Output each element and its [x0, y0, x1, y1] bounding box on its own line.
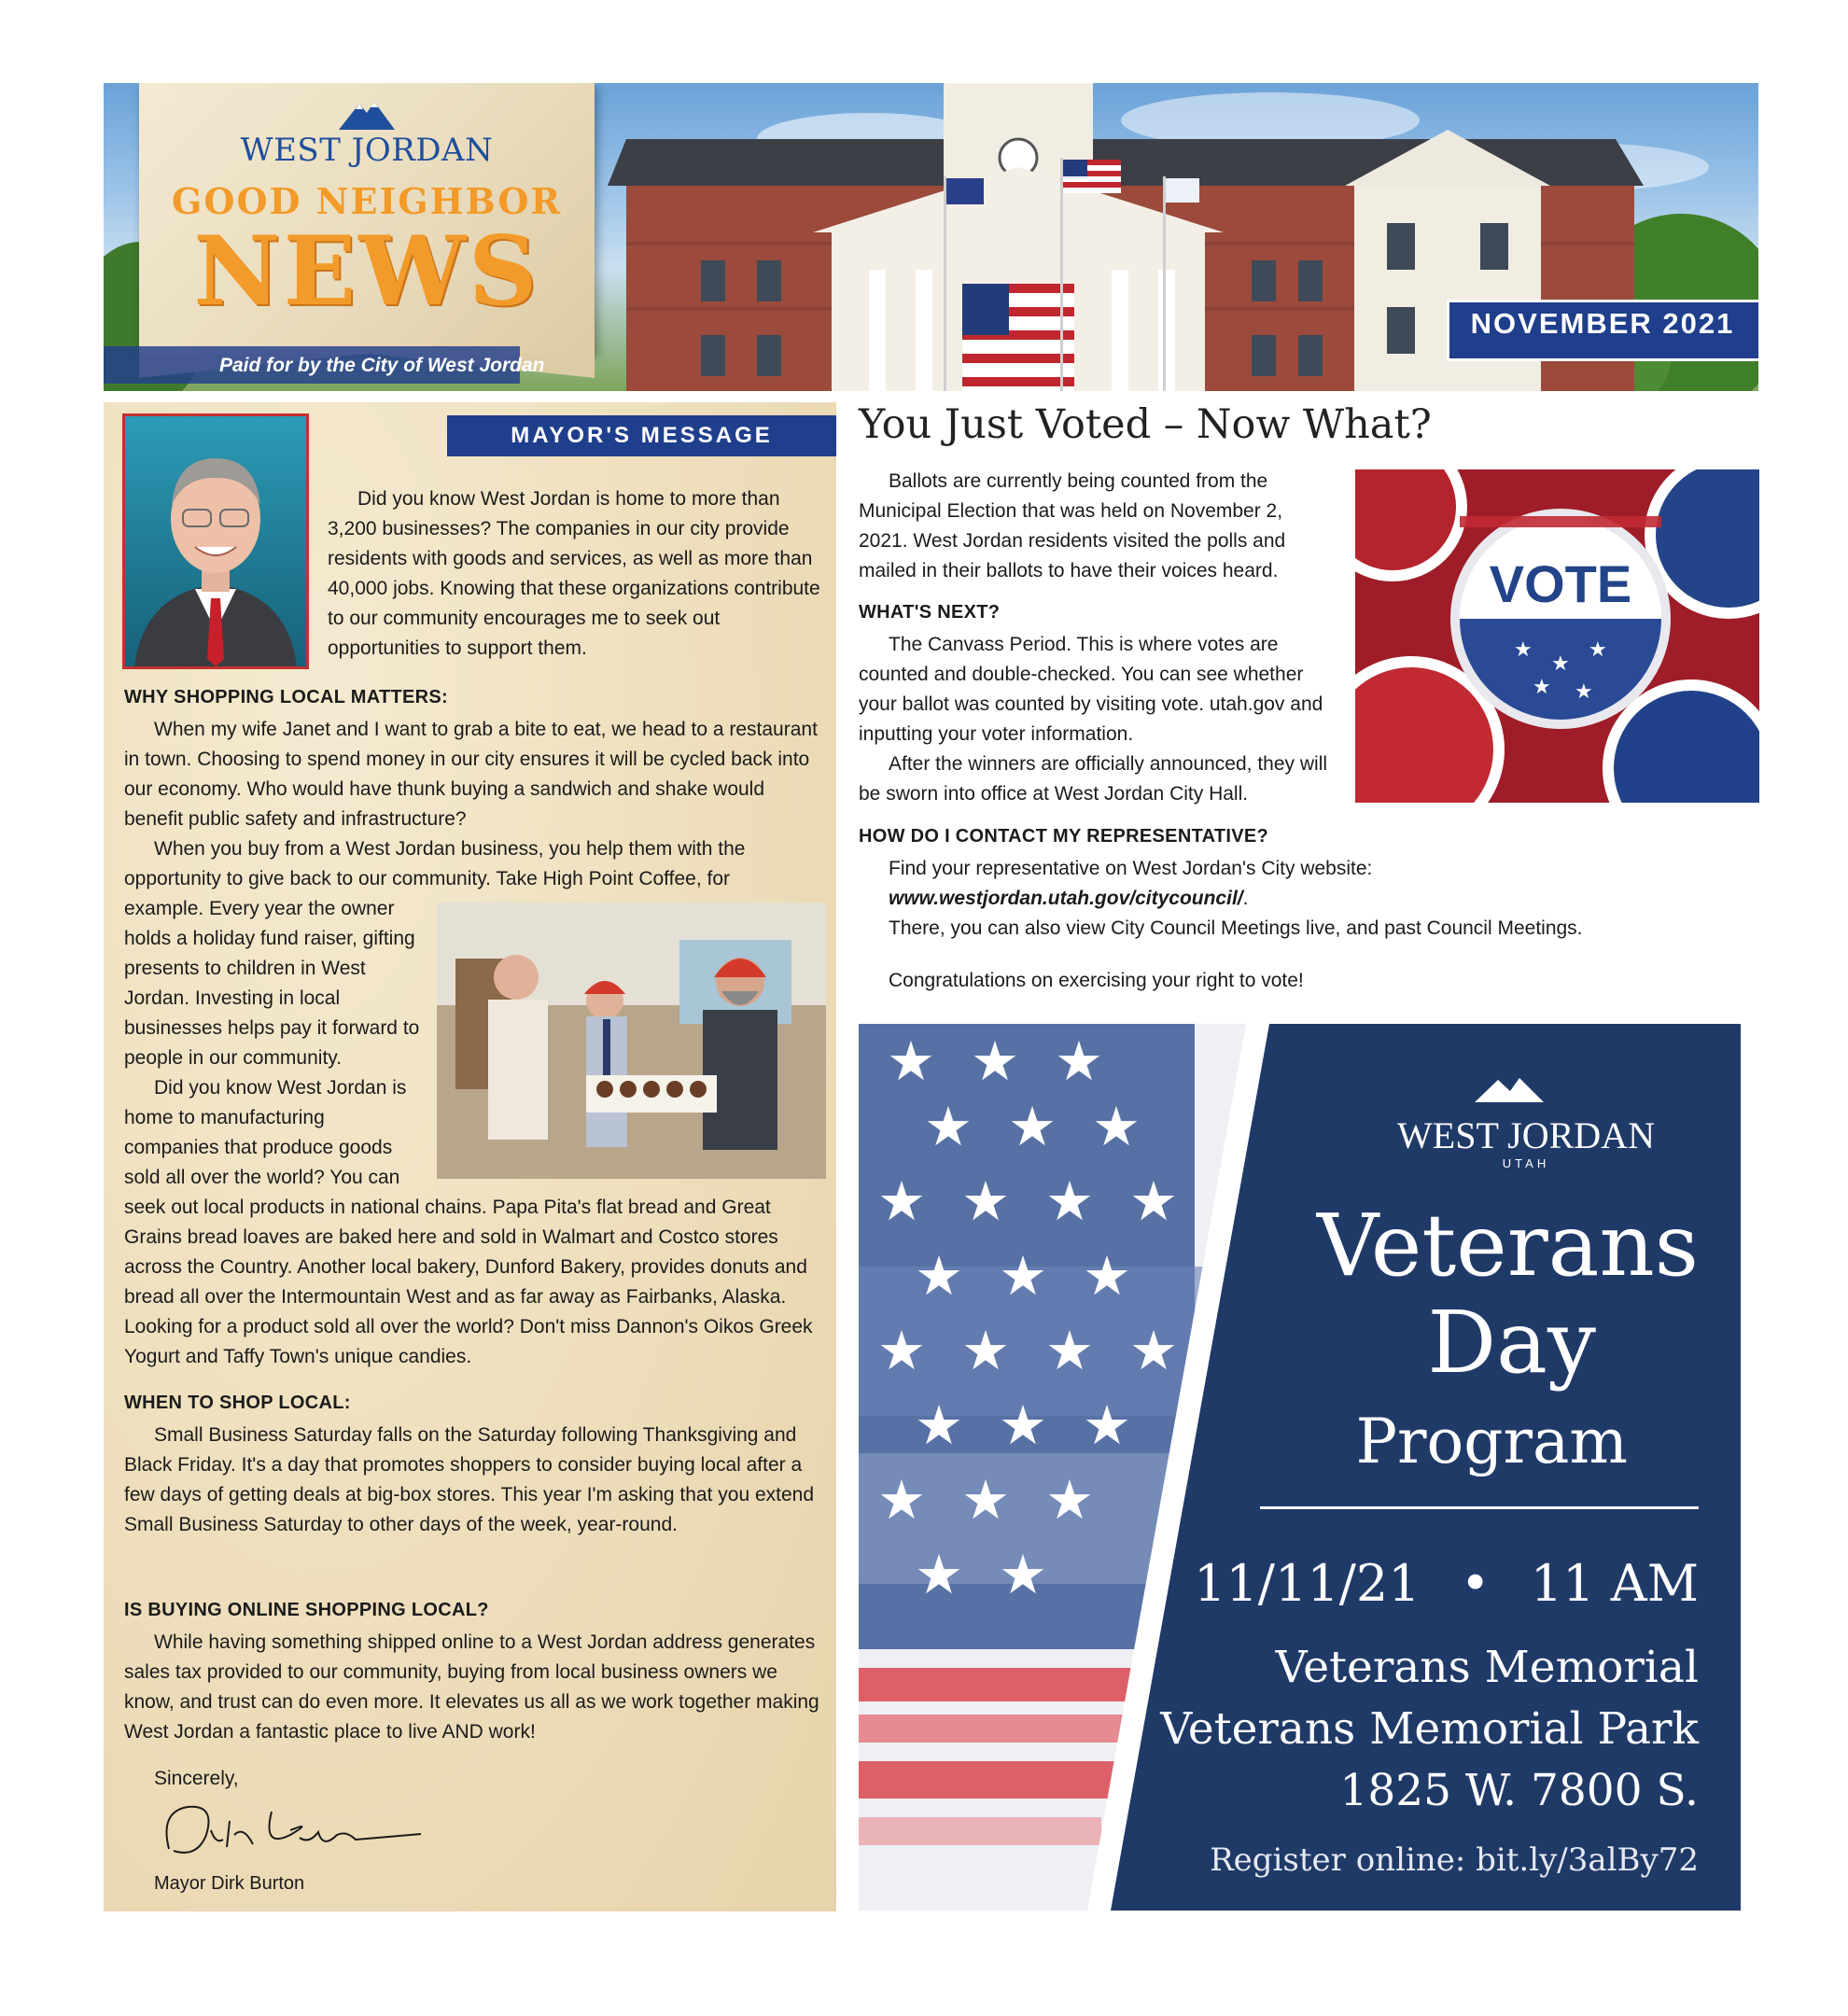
council-url-link[interactable]: www.westjordan.utah.gov/citycouncil/	[889, 888, 1243, 909]
svg-text:★: ★	[877, 1319, 926, 1382]
mayor-signature	[150, 1793, 430, 1868]
svg-text:★: ★	[1129, 1169, 1178, 1233]
svg-text:★: ★	[961, 1319, 1010, 1382]
svg-text:★: ★	[877, 1169, 926, 1233]
logo-news: NEWS	[193, 216, 540, 328]
svg-text:★: ★	[961, 1468, 1010, 1532]
veterans-title-line2: Day	[1427, 1293, 1596, 1393]
svg-text:★: ★	[961, 1169, 1010, 1233]
whats-next-paragraph-2: After the winners are officially announced, they will be sworn into office at West Jordan City Hall.	[859, 753, 1328, 805]
veterans-location-line1: Veterans Memorial	[1275, 1642, 1699, 1693]
contact-representative-heading: HOW DO I CONTACT MY REPRESENTATIVE?	[859, 826, 1269, 847]
council-url-line	[889, 884, 1248, 914]
online-shopping-paragraph: While having something shipped online to a West Jordan address generates sales tax provided to our community, buying from local business owners we know, and trust can do even more. It elevates us all as we work together making West Jordan a fantastic place to live AND work!	[124, 1631, 819, 1743]
svg-text:★: ★	[915, 1244, 963, 1308]
masthead-header	[104, 83, 1758, 391]
svg-text:★: ★	[1083, 1393, 1131, 1457]
masthead-logo-panel	[139, 83, 595, 354]
mayors-message-heading: MAYOR'S MESSAGE	[511, 423, 773, 448]
section-heading-why-shop-local: WHY SHOPPING LOCAL MATTERS:	[124, 687, 448, 707]
veterans-register-link[interactable]: Register online: bit.ly/3alBy72	[1210, 1841, 1699, 1879]
vote-buttons-photo	[1355, 469, 1759, 803]
mayor-portrait-illustration	[125, 416, 306, 666]
high-point-coffee-photo	[437, 903, 826, 1179]
veterans-location-line2: Veterans Memorial Park	[1160, 1703, 1699, 1755]
issue-date: NOVEMBER 2021	[1470, 307, 1735, 340]
svg-text:★: ★	[1575, 679, 1593, 703]
veterans-date-time	[1139, 1554, 1699, 1614]
svg-text:★: ★	[1055, 1029, 1103, 1093]
veterans-logo-city: WEST JORDAN	[1397, 1114, 1655, 1156]
vote-intro-paragraph: Ballots are currently being counted from the Municipal Election that was held on November 2, 2021. West Jordan residents visited the polls and mailed in their ballots to have their voices heard.	[859, 470, 1286, 581]
svg-text:★: ★	[915, 1543, 963, 1606]
logo-city-name: WEST JORDAN	[240, 132, 494, 169]
why-shop-local-paragraph-2-wrap: example. Every year the owner holds a holiday fund raiser, gifting presents to children in West Jordan. Investing in local businesses helps pay it forward to people in our community.	[124, 898, 420, 1069]
veterans-separator: •	[1460, 1554, 1491, 1613]
logo-good-neighbor: GOOD NEIGHBOR	[171, 180, 563, 222]
why-shop-local-paragraph-3-wrap: Did you know West Jordan is home to manufacturing companies that produce goods sold all over the world? You can	[124, 1077, 407, 1188]
svg-text:★: ★	[999, 1543, 1047, 1606]
whats-next-paragraph-1: The Canvass Period. This is where votes are counted and double-checked. You can see whether your ballot was counted by visiting vote. utah.gov and inputting your voter information.	[859, 634, 1323, 745]
svg-text:★: ★	[1045, 1169, 1094, 1233]
mountain-icon	[339, 98, 395, 132]
svg-text:★: ★	[1589, 637, 1607, 661]
coffee-shop-illustration	[437, 903, 826, 1179]
veterans-title-line3: Program	[1355, 1406, 1628, 1477]
veterans-day-ad	[859, 1024, 1741, 1911]
mayor-intro-paragraph: Did you know West Jordan is home to more than 3,200 businesses? The companies in our city provide residents with goods and services, as well as more than 40,000 jobs. Knowing that these organizations contribute to our community encourages me to seek out opportunities to support them.	[328, 488, 820, 659]
svg-text:★: ★	[971, 1029, 1019, 1093]
congratulations-line: Congratulations on exercising your right to vote!	[889, 970, 1304, 991]
svg-text:★: ★	[1551, 651, 1570, 675]
why-shop-local-paragraph-1: When my wife Janet and I want to grab a bite to eat, we head to a restaurant in town. Choosing to spend money in our city ensures it will be cycled back into our economy. Who would have thunk buying a sandwich and shake would benefit public safety and infrastructure?	[124, 719, 818, 830]
council-url-period: .	[1242, 888, 1249, 909]
svg-text:★: ★	[1045, 1319, 1094, 1382]
svg-text:★: ★	[1129, 1319, 1178, 1382]
svg-text:★: ★	[1008, 1095, 1057, 1158]
closing-sincerely: Sincerely,	[154, 1768, 239, 1789]
svg-text:★: ★	[1083, 1244, 1131, 1308]
vote-article-title: You Just Voted – Now What?	[859, 401, 1432, 448]
vote-button-word: VOTE	[1489, 554, 1632, 613]
svg-text:★: ★	[999, 1393, 1047, 1457]
contact-paragraph-1: Find your representative on West Jordan's City website:	[889, 858, 1373, 879]
whats-next-heading: WHAT'S NEXT?	[859, 602, 1001, 623]
svg-text:★: ★	[1092, 1095, 1141, 1158]
svg-text:★: ★	[877, 1468, 926, 1532]
section-heading-when-to-shop: WHEN TO SHOP LOCAL:	[124, 1393, 351, 1413]
svg-text:★: ★	[915, 1393, 963, 1457]
veterans-time: 11 AM	[1530, 1554, 1699, 1613]
mayors-message-column	[104, 402, 836, 1911]
veterans-title-line1: Veterans	[1316, 1196, 1699, 1295]
svg-text:★: ★	[887, 1029, 935, 1093]
svg-text:★: ★	[1045, 1468, 1094, 1532]
mayor-portrait-photo	[122, 413, 309, 669]
contact-paragraph-2: There, you can also view City Council Meetings live, and past Council Meetings.	[889, 917, 1583, 939]
veterans-logo-state: UTAH	[1502, 1156, 1550, 1170]
when-to-shop-paragraph: Small Business Saturday falls on the Saturday following Thanksgiving and Black Friday. It's a day that promotes shoppers to consider buying local after a few days of getting deals at big-box stores. This year I'm asking that you extend Small Business Saturday to other days of the week, year-round.	[124, 1424, 815, 1535]
why-shop-local-paragraph-2: When you buy from a West Jordan business, you help them with the opportunity to give back to our community. Take High Point Coffee, for	[124, 838, 746, 889]
paid-for-text: Paid for by the City of West Jordan	[219, 355, 545, 376]
svg-text:★: ★	[999, 1244, 1047, 1308]
signer-name: Mayor Dirk Burton	[154, 1873, 305, 1894]
veterans-date: 11/11/21	[1194, 1554, 1421, 1613]
section-heading-online-shopping: IS BUYING ONLINE SHOPPING LOCAL?	[124, 1600, 489, 1620]
svg-text:★: ★	[1533, 675, 1551, 698]
vote-buttons-illustration	[1355, 469, 1759, 803]
veterans-address: 1825 W. 7800 S.	[1339, 1765, 1699, 1816]
why-shop-local-paragraph-3: seek out local products in national chains. Papa Pita's flat bread and Great Grains bread loaves are baked here and sold in Walmart and Costco stores across the Country. Another local bakery, Dunford Bakery, provides donuts and bread all over the Intermountain West and as far away as Fairbanks, Alaska. Looking for a product sold all over the world? Don't miss Dannon's Oikos Greek Yogurt and Taffy Town's unique candies.	[124, 1197, 813, 1367]
svg-text:★: ★	[924, 1095, 973, 1158]
svg-text:★: ★	[1514, 637, 1533, 661]
